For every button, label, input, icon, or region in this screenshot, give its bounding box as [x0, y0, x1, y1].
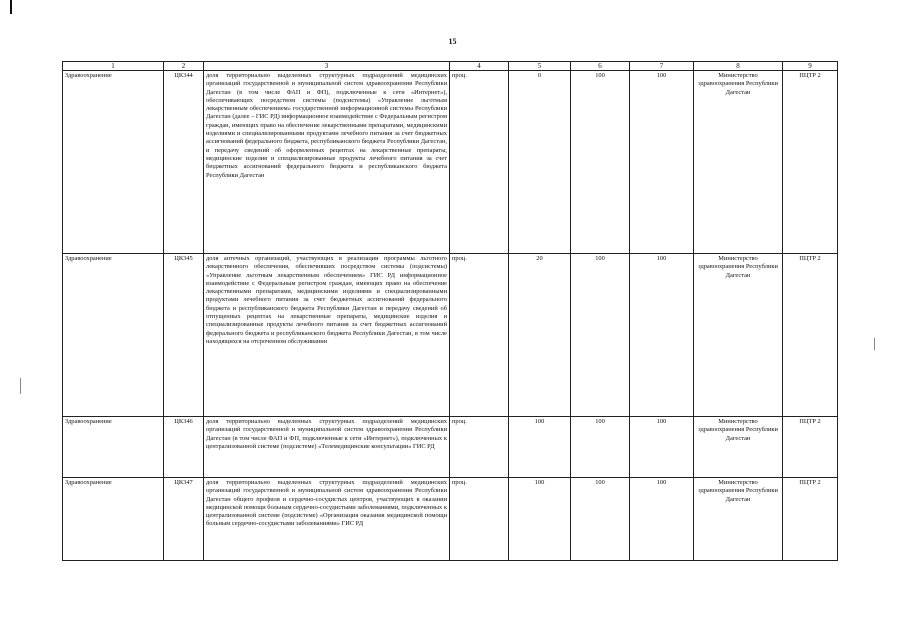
value-cell: 100: [571, 254, 630, 417]
value-cell: 100: [630, 254, 694, 417]
ministry-cell: Министерство здравоохранения Республики Дагестан: [694, 478, 783, 561]
value-cell: 100: [509, 417, 571, 478]
column-number: 7: [630, 62, 694, 71]
unit-cell: проц.: [450, 478, 509, 561]
value-cell: 100: [630, 71, 694, 254]
code-cell: ЦК344: [164, 71, 204, 254]
code-cell: ЦК345: [164, 254, 204, 417]
scan-artifact: [20, 378, 21, 394]
document-cell: ПЦТР 2: [783, 417, 838, 478]
column-number: 4: [450, 62, 509, 71]
scan-artifact: [874, 338, 875, 350]
unit-cell: проц.: [450, 417, 509, 478]
ministry-cell: Министерство здравоохранения Республики Дагестан: [694, 254, 783, 417]
value-cell: 0: [509, 71, 571, 254]
column-number: 2: [164, 62, 204, 71]
value-cell: 100: [571, 417, 630, 478]
column-number: 9: [783, 62, 838, 71]
table-row: [63, 71, 838, 254]
column-number-row: [63, 62, 838, 71]
page-number: 15: [448, 37, 457, 46]
value-cell: 100: [509, 478, 571, 561]
description-cell: доля территориально выделенных структурных подразделений медицинских организаций государственной и муниципальной систем здравоохранения Республики Дагестан общего профиля и сердечно-сосудистых центров, участвующих в оказании медицинской помощи больным сердечно-сосудистыми заболеваниями, подключенных к централизованной системе (подсистеме) «Организация оказания медицинской помощи больным сердечно-сосудистыми заболеваниями» ГИС РД: [204, 478, 450, 561]
table-row: [63, 417, 838, 478]
unit-cell: проц.: [450, 254, 509, 417]
value-cell: 20: [509, 254, 571, 417]
unit-cell: проц.: [450, 71, 509, 254]
table-row: [63, 254, 838, 417]
value-cell: 100: [630, 417, 694, 478]
table-row: [63, 478, 838, 561]
value-cell: 100: [571, 478, 630, 561]
column-number: 3: [204, 62, 450, 71]
description-cell: доля аптечных организаций, участвующих в реализации программы льготного лекарственного обеспечения, обеспечивших посредством системы (подсистемы) «Управление льготным лекарственным обеспечением» ГИС РД информационное взаимодействие с Федеральным регистром граждан, имеющих право на обеспечение лекарственными препаратами, медицинскими изделиями и специализированными продуктами лечебного питания за счет бюджетных ассигнований федерального бюджета и республиканского бюджета Республики Дагестан и передачу сведений об отпущенных рецептах на лекарственные препараты, медицинские изделия и специализированные продукты лечебного питания за счет бюджетных ассигнований федерального бюджета и республиканского бюджета Республики Дагестан, в том числе находящихся на отсроченном обслуживании: [204, 254, 450, 417]
code-cell: ЦК346: [164, 417, 204, 478]
sphere-cell: Здравоохранение: [63, 478, 164, 561]
value-cell: 100: [571, 71, 630, 254]
sphere-cell: Здравоохранение: [63, 71, 164, 254]
description-cell: доля территориально выделенных структурных подразделений медицинских организаций государственной и муниципальной систем здравоохранения Республики Дагестан (в том числе ФАП и ФП, подключенные к сети «Интернет»), подключенных к централизованной системе (подсистеме) «Телемедицинские консультации» ГИС РД: [204, 417, 450, 478]
column-number: 5: [509, 62, 571, 71]
indicators-table: [62, 61, 838, 561]
value-cell: 100: [630, 478, 694, 561]
scan-corner-mark: [10, 0, 12, 14]
description-cell: доля территориально выделенных структурных подразделений медицинских организаций государственной и муниципальной систем здравоохранения Республики Дагестан (в том числе ФАП и ФП), подключенные к сети «Интернет»), обеспечивающих посредством системы (подсистемы) «Управление льготным лекарственным обеспечением» государственной информационной системы Республики Дагестан (далее – ГИС РД) информационное взаимодействие с Федеральным регистром граждан, имеющих право на обеспечение лекарственными препаратами, медицинскими изделиями и специализированными продуктами лечебного питания за счет бюджетных ассигнований федерального бюджета, республиканского бюджета Республики Дагестан, и передачу сведений об оформленных рецептах на лекарственные препараты, медицинские изделия и специализированные продукты лечебного питания за счет бюджетных ассигнований федерального бюджета и республиканского бюджета Республики Дагестан: [204, 71, 450, 254]
ministry-cell: Министерство здравоохранения Республики Дагестан: [694, 417, 783, 478]
sphere-cell: Здравоохранение: [63, 254, 164, 417]
column-number: 1: [63, 62, 164, 71]
column-number: 6: [571, 62, 630, 71]
document-cell: ПЦТР 2: [783, 254, 838, 417]
code-cell: ЦК347: [164, 478, 204, 561]
document-cell: ПЦТР 2: [783, 478, 838, 561]
sphere-cell: Здравоохранение: [63, 417, 164, 478]
ministry-cell: Министерство здравоохранения Республики Дагестан: [694, 71, 783, 254]
document-cell: ПЦТР 2: [783, 71, 838, 254]
column-number: 8: [694, 62, 783, 71]
